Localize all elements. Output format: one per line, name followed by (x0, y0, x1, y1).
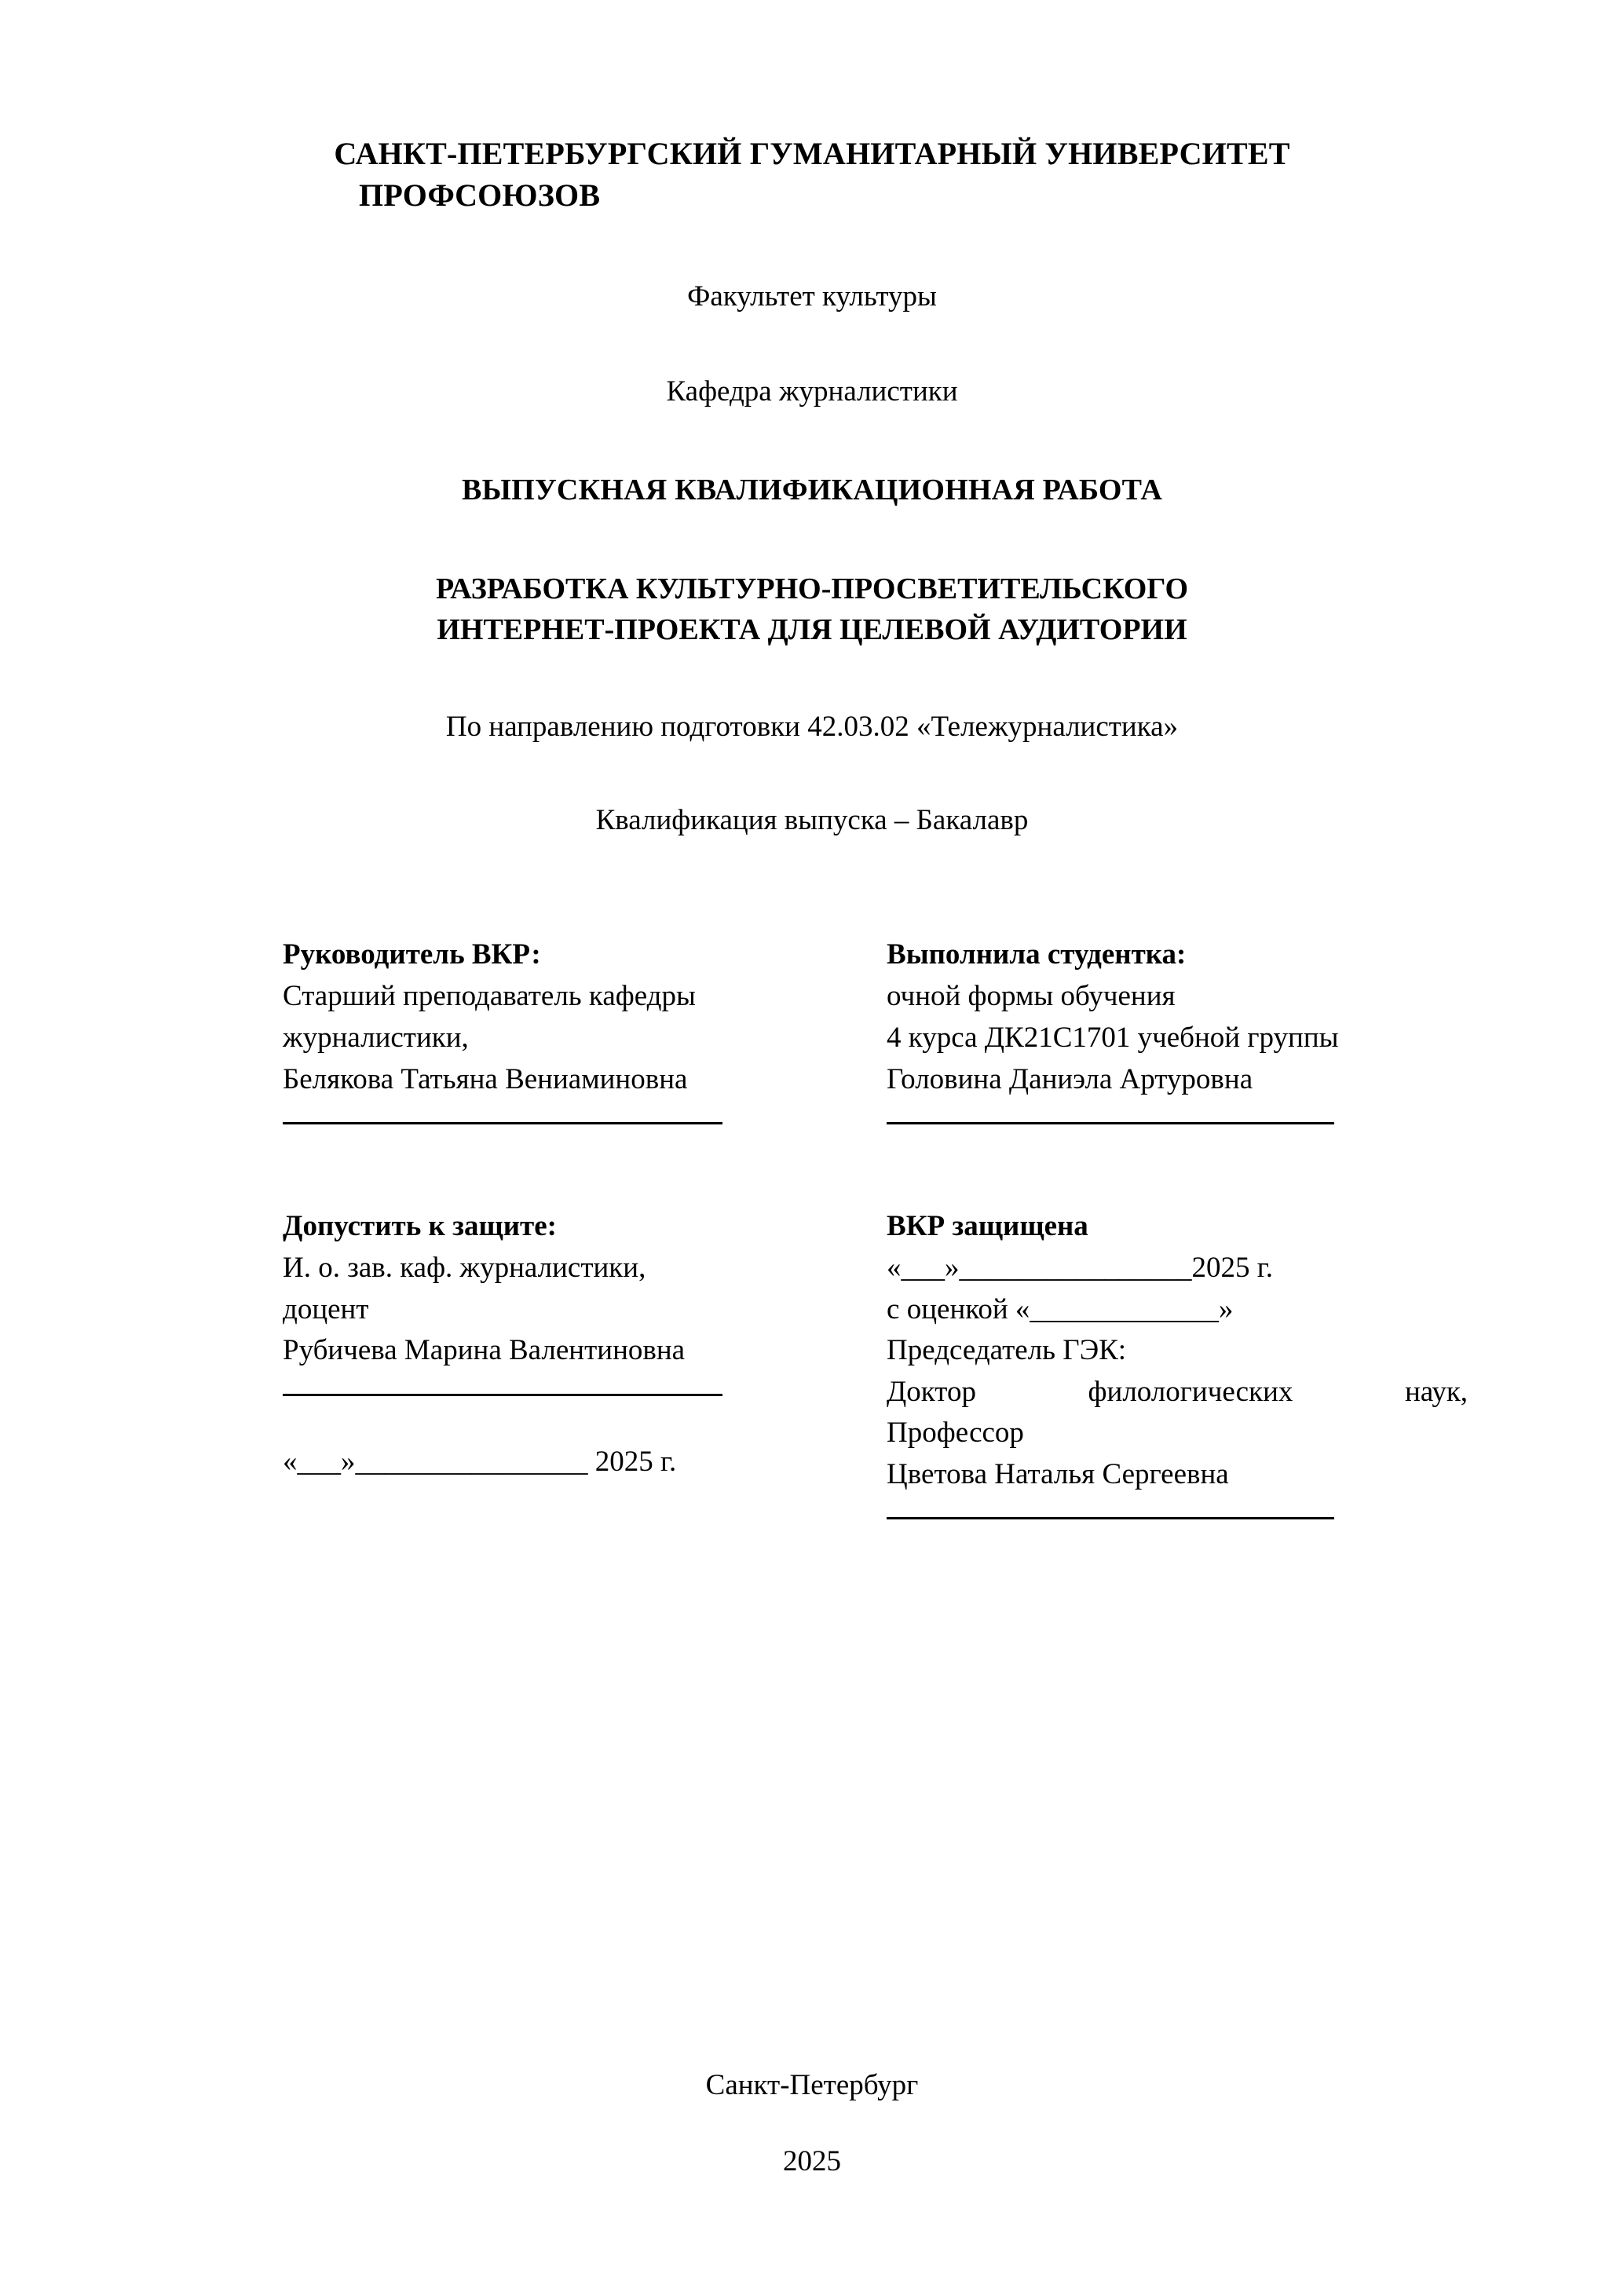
direction-line: По направлению подготовки 42.03.02 «Тележурналистика» (445, 711, 1179, 744)
student-heading: Выполнила студентка: (887, 938, 1187, 971)
thesis-title-line1: РАЗРАБОТКА КУЛЬТУРНО-ПРОСВЕТИТЕЛЬСКОГО (435, 572, 1189, 605)
student-line3: Головина Даниэла Артуровна (887, 1062, 1253, 1095)
thesis-title-line2: ИНТЕРНЕТ-ПРОЕКТА ДЛЯ ЦЕЛЕВОЙ АУДИТОРИИ (437, 613, 1187, 647)
admission-date-line: «___»________________ 2025 г. (283, 1445, 677, 1478)
defense-line3: Председатель ГЭК: (887, 1334, 1127, 1367)
admission-signature-line (283, 1394, 722, 1396)
footer-year: 2025 (783, 2145, 841, 2177)
defense-heading: ВКР защищена (887, 1210, 1088, 1243)
defense-line1: «___»________________2025 г. (887, 1252, 1274, 1285)
supervisor-heading: Руководитель ВКР: (283, 938, 541, 971)
defense-line4: Доктор филологических наук, (887, 1375, 1469, 1408)
supervisor-signature-line (283, 1122, 722, 1124)
supervisor-line1: Старший преподаватель кафедры (283, 980, 696, 1013)
admission-block (149, 1209, 824, 1519)
document-type: ВЫПУСКНАЯ КВАЛИФИКАЦИОННАЯ РАБОТА (462, 473, 1162, 506)
student-signature-line (887, 1122, 1334, 1124)
university-title (211, 133, 1413, 217)
defense-line5: Профессор (887, 1417, 1024, 1450)
department-line: Кафедра журналистики (666, 375, 958, 408)
footer-city: Санкт-Петербург (705, 2069, 919, 2101)
admission-line3: Рубичева Марина Валентиновна (283, 1334, 686, 1367)
supervisor-block (149, 938, 824, 1124)
student-line2: 4 курса ДК21С1701 учебной группы (887, 1022, 1339, 1054)
supervisor-line3: Белякова Татьяна Вениаминовна (283, 1062, 688, 1095)
student-block (824, 938, 1475, 1124)
admission-line2: доцент (283, 1292, 369, 1325)
defense-block (824, 1209, 1475, 1519)
faculty-line: Факультет культуры (687, 280, 937, 313)
defense-signature-line (887, 1517, 1334, 1519)
university-title-line2: ПРОФСОЮЗОВ (359, 177, 601, 213)
signatures-bottom-row (149, 1209, 1475, 1519)
admission-heading: Допустить к защите: (283, 1210, 557, 1243)
admission-line1: И. о. зав. каф. журналистики, (283, 1252, 646, 1285)
university-title-line1: САНКТ-ПЕТЕРБУРГСКИЙ ГУМАНИТАРНЫЙ УНИВЕРСИТЕТ (334, 136, 1290, 171)
thesis-title (302, 569, 1322, 651)
signatures-top-row (149, 938, 1475, 1124)
supervisor-line2: журналистики, (283, 1022, 469, 1054)
qualification-line: Квалификация выпуска – Бакалавр (595, 804, 1029, 837)
defense-line2: с оценкой «_____________» (887, 1292, 1234, 1325)
page-footer (0, 2068, 1624, 2178)
defense-line6: Цветова Наталья Сергеевна (887, 1457, 1229, 1490)
student-line1: очной формы обучения (887, 980, 1176, 1013)
